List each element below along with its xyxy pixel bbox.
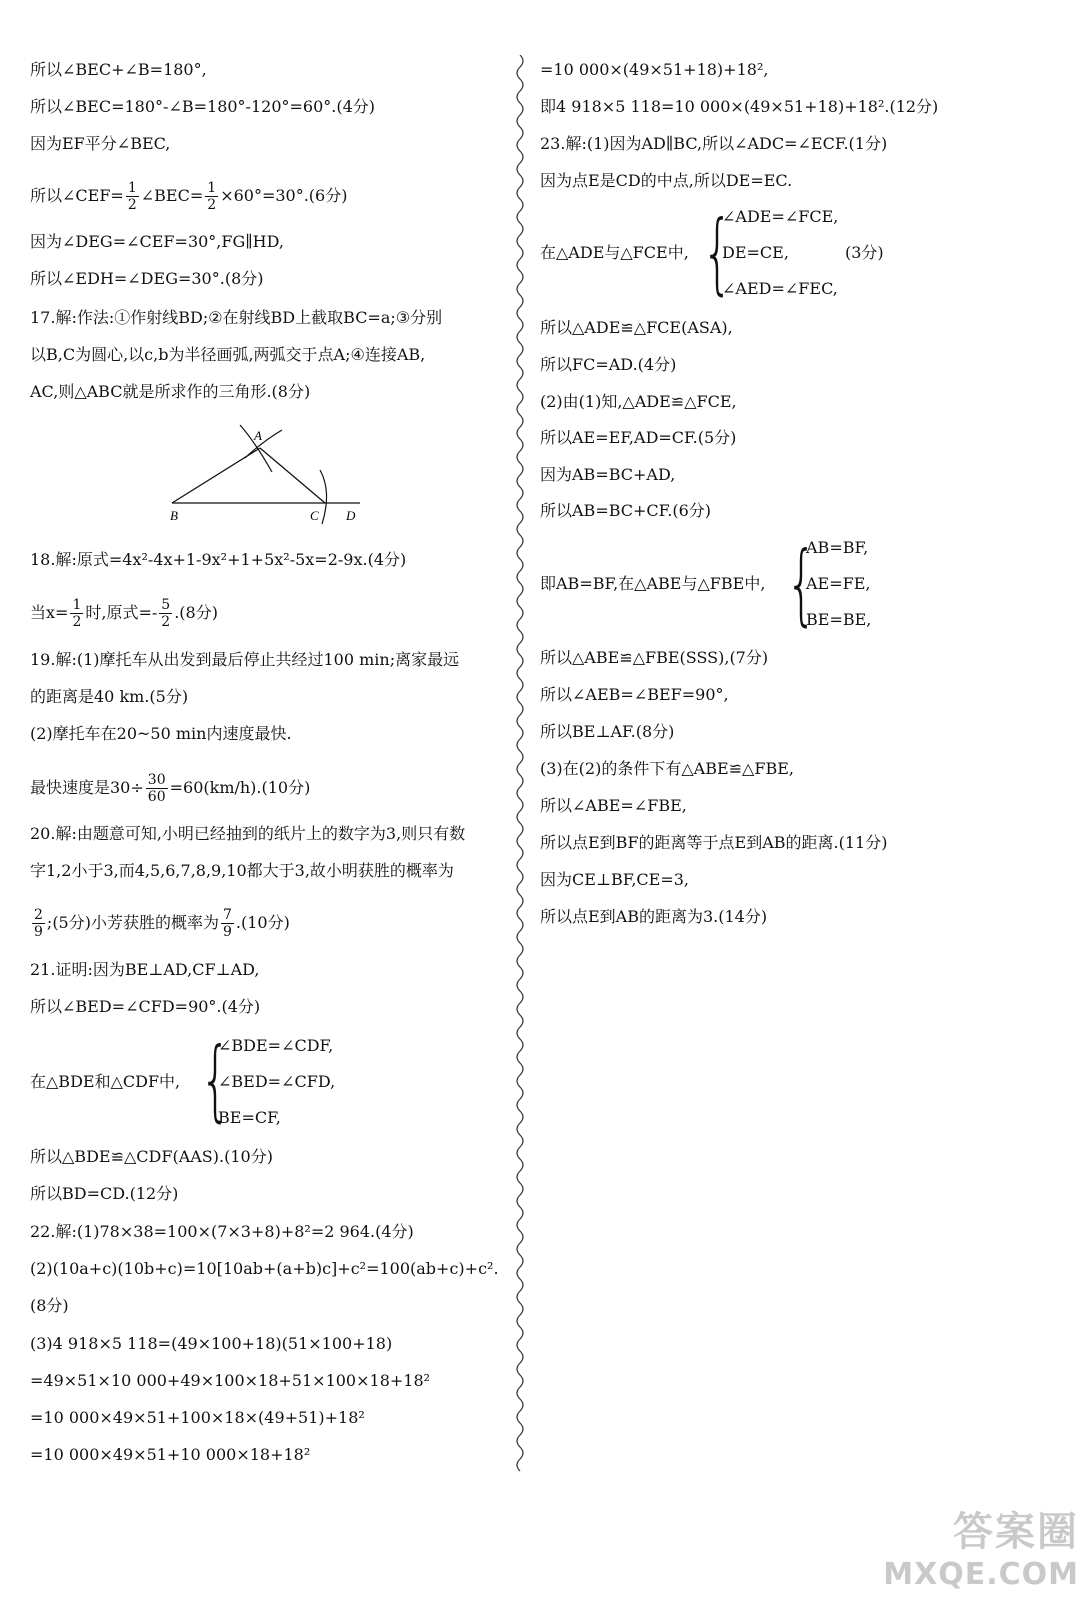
arc-on-ray (320, 470, 327, 524)
question-17-line: AC,则△ABC就是所求作的三角形.(8分) (30, 382, 311, 401)
question-21-line: 所以△BDE≌△CDF(AAS).(10分) (30, 1147, 273, 1166)
fraction (70, 597, 83, 630)
equation-system (540, 201, 1040, 307)
fraction (221, 907, 234, 940)
numerator: 1 (72, 597, 82, 613)
system-intro: 即AB=BF,在△ABE与△FBE中, (540, 574, 766, 593)
left-brace: { (786, 532, 817, 635)
text-segment: ∠BEC= (140, 186, 204, 205)
question-22-line: (8分) (30, 1296, 69, 1315)
question-19-line: 的距离是40 km.(5分) (30, 687, 189, 706)
text-line-fraction (30, 772, 310, 805)
system-item: AE=FE, (806, 574, 871, 593)
question-23-line: 所以FC=AD.(4分) (540, 355, 677, 374)
text-segment: 当x= (30, 603, 69, 622)
denominator: 9 (34, 924, 43, 940)
system-intro: 在△ADE与△FCE中, (540, 243, 689, 262)
system-item: ∠BDE=∠CDF, (218, 1036, 334, 1055)
text-segment: ×60°=30°.(6分) (220, 186, 348, 205)
text-line: =10 000×(49×51+18)+18², (540, 60, 769, 79)
question-22-line: =10 000×49×51+100×18×(49+51)+18² (30, 1408, 365, 1427)
text-line-fraction (30, 597, 218, 630)
question-23-line: 所以BE⊥AF.(8分) (540, 722, 675, 741)
fraction (205, 180, 218, 213)
question-23-line: 所以点E到BF的距离等于点E到AB的距离.(11分) (540, 833, 888, 852)
question-18-line: 18.解:原式=4x²-4x+1-9x²+1+5x²-5x=2-9x.(4分) (30, 550, 407, 569)
numerator: 30 (147, 772, 166, 788)
denominator: 9 (222, 924, 232, 940)
text-line-fraction (30, 907, 290, 940)
text-segment: 时,原式=- (85, 603, 158, 622)
system-item: DE=CE, (722, 243, 789, 262)
text-line: 所以∠BEC+∠B=180°, (30, 60, 207, 79)
watermark-url: MXQE.COM (883, 1557, 1079, 1592)
question-22-line: (2)(10a+c)(10b+c)=10[10ab+(a+b)c]+c²=100(ab+c)+c². (30, 1259, 499, 1278)
fraction (159, 597, 172, 630)
system-item: BE=BE, (806, 610, 872, 629)
system-item: ∠BED=∠CFD, (218, 1072, 336, 1091)
question-23-line: 所以∠ABE=∠FBE, (540, 796, 687, 815)
denominator: 2 (161, 614, 171, 630)
question-22-line: 22.解:(1)78×38=100×(7×3+8)+8²=2 964.(4分) (30, 1222, 414, 1241)
question-19-line: (2)摩托车在20~50 min内速度最快. (30, 724, 292, 743)
system-intro: 在△BDE和△CDF中, (30, 1072, 181, 1091)
text-segment: =60(km/h).(10分) (169, 778, 311, 797)
equation-system (540, 532, 1040, 638)
point-label-b: B (170, 508, 178, 523)
fraction (126, 180, 139, 213)
question-20-line: 字1,2小于3,而4,5,6,7,8,9,10都大于3,故小明获胜的概率为 (30, 861, 454, 880)
point-label-d: D (346, 508, 356, 523)
segment-ac (260, 448, 325, 503)
numerator: 5 (161, 597, 171, 613)
text-line: 因为EF平分∠BEC, (30, 134, 171, 153)
question-23-line: (3)在(2)的条件下有△ABE≌△FBE, (540, 759, 794, 778)
numerator: 2 (34, 907, 43, 923)
system-item: ∠AED=∠FEC, (722, 279, 838, 298)
score-note: (3分) (845, 243, 884, 262)
point-label-a: A (254, 428, 262, 443)
denominator: 60 (147, 789, 166, 805)
denominator: 2 (127, 197, 137, 213)
question-23-line: 23.解:(1)因为AD∥BC,所以∠ADC=∠ECF.(1分) (540, 134, 888, 153)
question-23-line: 所以△ABE≌△FBE(SSS),(7分) (540, 648, 769, 667)
question-17-line: 17.解:作法:①作射线BD;②在射线BD上截取BC=a;③分别 (30, 308, 443, 327)
triangle-construction-figure (160, 420, 380, 530)
question-22-line: =49×51×10 000+49×100×18+51×100×18+18² (30, 1371, 431, 1390)
question-23-line: 所以AE=EF,AD=CF.(5分) (540, 428, 737, 447)
denominator: 2 (72, 614, 82, 630)
text-segment: 最快速度是30÷ (30, 778, 144, 797)
text-line: 所以∠EDH=∠DEG=30°.(8分) (30, 269, 264, 288)
question-19-line: 19.解:(1)摩托车从出发到最后停止共经过100 min;离家最远 (30, 650, 460, 669)
question-21-line: 所以BD=CD.(12分) (30, 1184, 179, 1203)
question-23-line: 因为点E是CD的中点,所以DE=EC. (540, 171, 793, 190)
denominator: 2 (207, 197, 217, 213)
question-22-line: (3)4 918×5 118=(49×100+18)(51×100+18) (30, 1334, 393, 1353)
text-segment: .(8分) (174, 603, 218, 622)
question-21-line: 21.证明:因为BE⊥AD,CF⊥AD, (30, 960, 260, 979)
text-segment: .(10分) (235, 913, 290, 932)
question-22-line: =10 000×49×51+10 000×18+18² (30, 1445, 311, 1464)
left-brace: { (702, 201, 733, 304)
point-label-c: C (310, 508, 319, 523)
equation-system (30, 1028, 430, 1134)
question-21-line: 所以∠BED=∠CFD=90°.(4分) (30, 997, 261, 1016)
text-line-fraction (30, 180, 347, 213)
question-23-line: 所以∠AEB=∠BEF=90°, (540, 685, 729, 704)
column-divider (512, 55, 528, 1475)
question-23-line: 所以△ADE≌△FCE(ASA), (540, 318, 733, 337)
wavy-line (517, 55, 523, 1471)
question-23-line: 所以AB=BC+CF.(6分) (540, 501, 712, 520)
fraction (32, 907, 45, 940)
text-line: 所以∠BEC=180°-∠B=180°-120°=60°.(4分) (30, 97, 376, 116)
numerator: 1 (207, 180, 217, 196)
question-23-line: (2)由(1)知,△ADE≌△FCE, (540, 392, 737, 411)
question-17-line: 以B,C为圆心,以c,b为半径画弧,两弧交于点A;④连接AB, (30, 345, 426, 364)
text-line: 因为∠DEG=∠CEF=30°,FG∥HD, (30, 232, 284, 251)
text-segment: ;(5分)小芳获胜的概率为 (46, 913, 219, 932)
question-20-line: 20.解:由题意可知,小明已经抽到的纸片上的数字为3,则只有数 (30, 824, 466, 843)
system-item: BE=CF, (218, 1108, 281, 1127)
question-23-line: 所以点E到AB的距离为3.(14分) (540, 907, 768, 926)
site-watermark (883, 1500, 1079, 1592)
watermark-logo-text: 答案圈 (953, 1509, 1079, 1555)
system-item: AB=BF, (806, 538, 869, 557)
question-23-line: 因为CE⊥BF,CE=3, (540, 870, 690, 889)
text-line: 即4 918×5 118=10 000×(49×51+18)+18².(12分) (540, 97, 939, 116)
system-item: ∠ADE=∠FCE, (722, 207, 839, 226)
text-segment: 所以∠CEF= (30, 186, 124, 205)
fraction (146, 772, 168, 805)
left-brace: { (200, 1028, 231, 1131)
numerator: 7 (222, 907, 232, 923)
numerator: 1 (127, 180, 137, 196)
question-23-line: 因为AB=BC+AD, (540, 465, 676, 484)
